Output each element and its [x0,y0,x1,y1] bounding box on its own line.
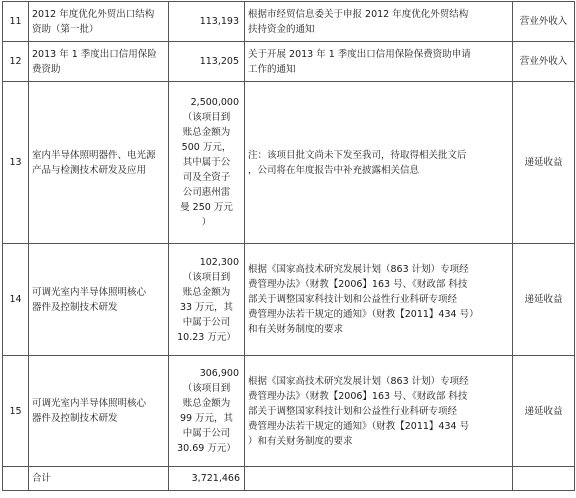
table-row [3,356,575,467]
grant-basis [245,82,513,244]
cell-line: 根据市经贸信息委关于申报 2012 年度优化外贸结构 [248,8,469,20]
subsidy-table-body [3,2,575,491]
cell-line: 费管理办法》（财教【2006】163 号、《财政部 科技 [248,390,468,402]
table-row [3,42,575,82]
cell-line: 根据《国家高技术研究发展计划（863 计划）专项经 [248,264,469,275]
cell-line: 关于开展 2013 年 1 季度出口信用保险保费资助申请 [248,48,471,60]
project-name [29,244,169,356]
cell-line: 可调光室内半导体照明核心 [32,286,147,298]
project-name [29,356,169,467]
project-name [29,82,169,244]
amount-note: 账总金额为 [182,286,231,298]
cell-line: 费资助 [32,63,61,75]
cell-line: 器件及控制技术研发 [32,413,118,424]
accounting-item: 营业外收入 [513,42,575,82]
amount-note: 中属于公司 [182,316,231,328]
amount-note: 曼 250 万元 [180,202,233,213]
cell-line: ，公司将在年度报告中补充披露相关信息 [248,164,420,176]
amount-note: 中属于公司 [182,428,231,439]
amount-note: 公司惠州雷 [182,187,231,198]
cell-line: 器件及控制技术研发 [32,301,118,313]
cell-line: 费管理办法若干规定的通知》（财教【2011】434 号 [248,420,470,432]
cell-line: 扶持资金的通知 [248,23,315,35]
amount-value: 113,193 [199,16,239,27]
cell-line: 根据《国家高技术研究发展计划（863 计划）专项经 [248,375,469,387]
amount-note: （该项目到 [182,112,231,123]
amount-note: 30.69 万元） [177,443,236,454]
row-number: 13 [3,82,29,244]
cell-line: 费管理办法》（财教【2006】163 号、《财政部 科技 [248,279,468,290]
accounting-item: 营业外收入 [513,2,575,42]
grant-basis [245,2,513,42]
total-amount: 3,721,466 [169,467,245,491]
total-label: 合计 [29,467,169,491]
amount-note: 账总金额为 [182,398,231,409]
accounting-item: 递延收益 [513,356,575,467]
amount-note: 其中属于公 [182,157,231,168]
amount [169,42,245,82]
row-number: 15 [3,356,29,467]
table-row [3,244,575,356]
cell-line: 2012 年度优化外贸出口结构 [32,8,155,20]
cell-line: 工作的通知 [248,63,296,75]
cell-line: 室内半导体照明器件、电光源 [32,149,156,161]
subsidy-table [2,1,575,491]
table-row [3,82,575,244]
amount-note: 33 万元，其 [179,301,234,313]
amount-note: 99 万元，其 [179,413,234,424]
amount-value: 113,205 [199,56,239,67]
cell-line: 资助（第一批） [32,23,99,35]
cell-line: 注：该项目批文尚未下发至我司，待取得相关批文后 [248,149,467,161]
empty-cell [3,467,29,491]
amount-note: 司及全资子 [182,172,231,183]
cell-line: 产品与检测技术研发及应用 [32,164,147,176]
total-row [3,467,575,491]
row-number: 12 [3,42,29,82]
amount-note: 10.23 万元） [177,331,236,343]
amount-note: ） [201,217,212,228]
table-row [3,2,575,42]
grant-basis [245,42,513,82]
amount-value: 306,900 [199,368,239,379]
row-number: 14 [3,244,29,356]
cell-line: 可调光室内半导体照明核心 [32,398,147,409]
accounting-item: 递延收益 [513,82,575,244]
amount-value: 102,300 [199,256,239,268]
amount-note: （该项目到 [182,271,231,283]
amount-note: （该项目到 [182,383,231,394]
cell-line: 部关于调整国家科技计划和公益性行业科研专项经 [248,294,458,305]
cell-line: ）和有关财务制度的要求 [248,435,353,447]
project-name [29,42,169,82]
project-name [29,2,169,42]
cell-line: 部关于调整国家科技计划和公益性行业科研专项经 [248,405,458,417]
row-number: 11 [3,2,29,42]
cell-line: 费管理办法若干规定的通知》（财教【2011】434 号） [248,309,479,320]
amount [169,356,245,467]
amount-note: 500 万元， [181,142,232,153]
grant-basis [245,356,513,467]
grant-basis [245,244,513,356]
amount-note: 账总金额为 [182,127,231,138]
cell-line: 和有关财务制度的要求 [248,324,344,335]
amount [169,82,245,244]
accounting-item: 递延收益 [513,244,575,356]
amount-value: 2,500,000 [190,97,239,108]
cell-line: 2013 年 1 季度出口信用保险 [32,48,157,60]
empty-cell [245,467,513,491]
empty-cell [513,467,575,491]
amount [169,2,245,42]
amount [169,244,245,356]
